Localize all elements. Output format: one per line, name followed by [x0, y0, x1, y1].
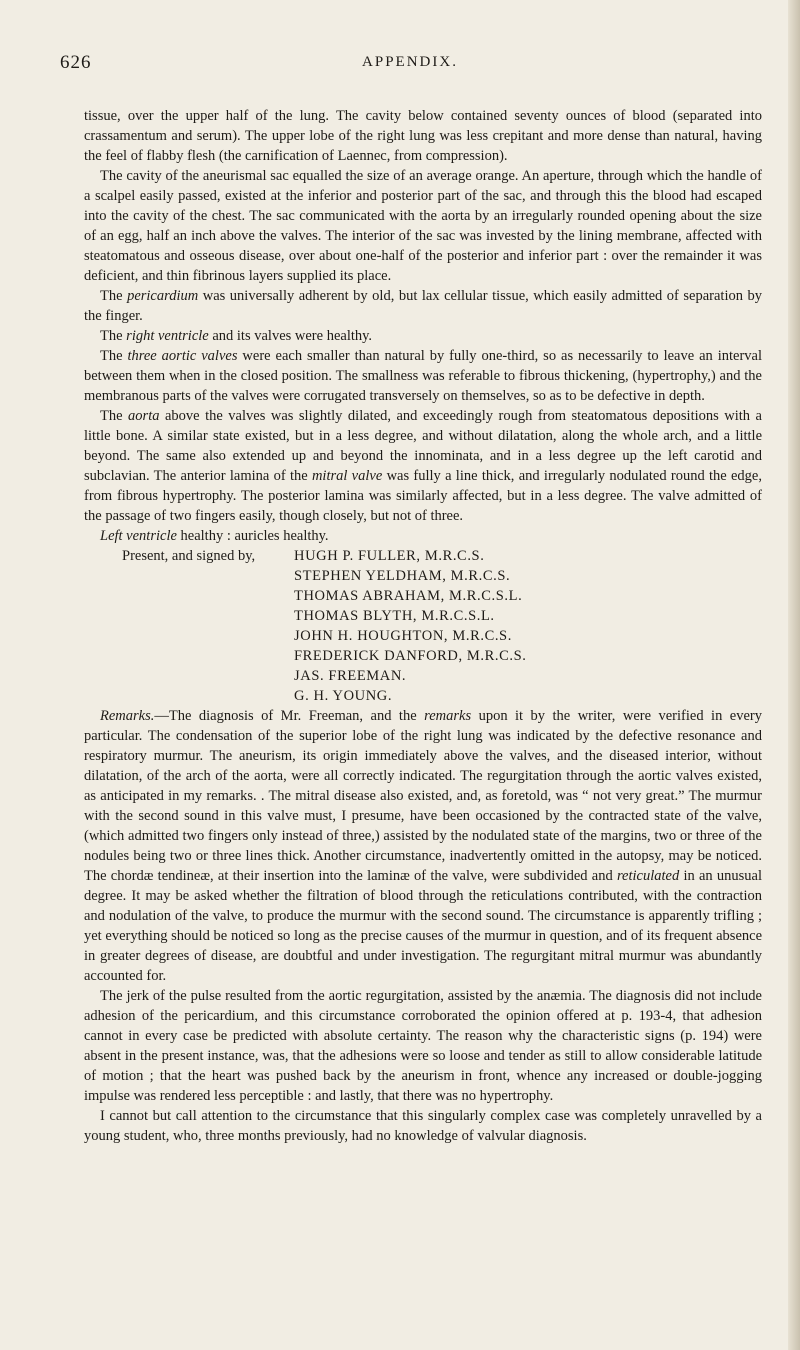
signature-intro-row	[84, 546, 762, 566]
paragraph-text: upon it by the writer, were verified in every particular. The condensation of the superior lobe of the right lung was indicated by the defective resonance and respiratory murmur. The aneurism, its origin immediately above the valves, and the diseased interior, without dilatation, of the arch of the aorta, were all correctly indicated. The regurgitation through the aortic valves existed, as anticipated in my remarks. . The mitral disease also existed, and, as foretold, was “ not very great.” The murmur with the second sound in this valve must, I presume, have been occasioned by the contracted state of the valve, (which admitted two fingers only instead of three,) assisted by the nodulated state of the margins, two or three of the nodules being two or three lines thick. Another circumstance, inadvertently omitted in the autopsy, may be noticed. The chordæ tendineæ, at their insertion into the laminæ of the valve, were subdivided and	[84, 708, 762, 884]
paragraph-text: I cannot but call attention to the circumstance that this singularly complex case was completely unravelled by a young student, who, three months previously, had no knowledge of valvular diagnosis.	[84, 1108, 762, 1144]
signatory-name: THOMAS BLYTH, M.R.C.S.L.	[294, 608, 495, 624]
paragraph-pulse	[84, 986, 762, 1106]
paragraph-lead: The	[100, 348, 128, 364]
page-edge-shadow	[788, 0, 800, 1350]
paragraph-right-ventricle	[84, 326, 762, 346]
term-mitral-valve: mitral valve	[311, 468, 383, 484]
signatory-name: HUGH P. FULLER, M.R.C.S.	[294, 548, 485, 564]
paragraph-left-ventricle	[84, 526, 762, 546]
paragraph-conclusion	[84, 1106, 762, 1146]
paragraph-text: above the valves was slightly dilated, and exceedingly rough from steatomatous depositions with a little bone. A similar state existed, but in a less degree, and without dilatation, along the whole arch, and a little beyond. The same also extended up and beyond the innominata, and in a less degree up the left carotid and subclavian. The anterior lamina of the	[84, 408, 762, 484]
paragraph-remarks	[84, 706, 762, 986]
signatory-name: STEPHEN YELDHAM, M.R.C.S.	[294, 568, 511, 584]
page-body	[84, 106, 762, 1146]
paragraph-aorta	[84, 406, 762, 526]
running-head: APPENDIX.	[362, 54, 458, 70]
paragraph-pericardium	[84, 286, 762, 326]
paragraph-text: tissue, over the upper half of the lung. The cavity below contained seventy ounces of blood (separated into crassamentum and serum). The upper lobe of the right lung was less crepitant and more dense than natural, having the feel of flabby flesh (the carnification of Laennec, from compression).	[84, 108, 762, 164]
paragraph-aortic-valves	[84, 346, 762, 406]
term-reticulated: reticulated	[616, 868, 680, 884]
signature-block	[84, 546, 762, 706]
term-remarks: remarks	[424, 708, 472, 724]
paragraph-lung	[84, 106, 762, 166]
paragraph-text: The cavity of the aneurismal sac equalled the size of an average orange. An aperture, through which the handle of a scalpel easily passed, existed at the inferior and posterior part of the sac, and through this the blood had escaped into the cavity of the chest. The sac communicated with the aorta by an irregularly rounded opening about the size of an egg, half an inch above the valves. The interior of the sac was invested by the lining membrane, affected with steatomatous and osseous disease, over about one-half of the posterior and inferior part : over the remainder it was deficient, and thin fibrinous layers supplied its place.	[84, 168, 762, 284]
signatory-name: G. H. YOUNG.	[294, 688, 393, 704]
term-right-ventricle: right ventricle	[126, 328, 209, 344]
paragraph-lead: The	[100, 408, 129, 424]
paragraph-text: in an unusual degree. It may be asked whether the filtration of blood through the reticulations contributed, with the contraction and nodulation of the valve, to produce the murmur with the second sound. The circumstance is apparently trifling ; yet everything should be noticed so long as the precise causes of the murmur in question, and of its frequent absence in greater degrees of disease, are doubtful and under investigation. The regurgitant mitral murmur was abundantly accounted for.	[84, 868, 762, 984]
term-left-ventricle: Left ventricle	[100, 528, 177, 544]
paragraph-text: were each smaller than natural by fully one-third, so as necessarily to leave an interval between them when in the closed position. The smallness was referable to fibrous thickening, (hypertrophy,) and the membranous parts of the valves were corrugated transversely on themselves, so as to be defective in depth.	[84, 348, 763, 404]
signature-intro: Present, and signed by,	[122, 548, 256, 564]
paragraph-lead: The	[100, 288, 128, 304]
paragraph-text: and its valves were healthy.	[208, 328, 373, 344]
signatory-name: JOHN H. HOUGHTON, M.R.C.S.	[294, 628, 512, 644]
page-number: 626	[60, 52, 92, 73]
paragraph-lead: The	[100, 328, 127, 344]
term-aorta: aorta	[128, 408, 160, 424]
term-aortic-valves: three aortic valves	[127, 348, 238, 364]
paragraph-text: was universally adherent by old, but lax cellular tissue, which easily admitted of separation by the finger.	[84, 288, 762, 324]
paragraph-text: healthy : auricles healthy.	[176, 528, 329, 544]
paragraph-aneurismal-sac	[84, 166, 762, 286]
paragraph-text: The jerk of the pulse resulted from the aortic regurgitation, assisted by the anæmia. The diagnosis did not include adhesion of the pericardium, and this circumstance corroborated the opinion offered at p. 193-4, that adhesion cannot in every case be predicted with absolute certainty. The reason why the characteristic signs (p. 194) were absent in the present instance, was, that the adhesions were so loose and tender as still to allow considerable latitude of motion ; that the heart was pushed back by the aneurism in front, whence any increased or double-jogging impulse was rendered less perceptible : and lastly, that there was no hypertrophy.	[84, 988, 762, 1104]
signatory-name: JAS. FREEMAN.	[294, 668, 407, 684]
paragraph-text: was fully a line thick, and irregularly nodulated round the edge, from fibrous hypertrophy. The posterior lamina was similarly affected, but in a less degree. The valve admitted of the passage of two fingers easily, though closely, but not of three.	[84, 468, 762, 524]
page-header	[60, 52, 760, 78]
signatory-name: THOMAS ABRAHAM, M.R.C.S.L.	[294, 588, 523, 604]
paragraph-text: —The diagnosis of Mr. Freeman, and the	[154, 708, 425, 724]
signatory-name: FREDERICK DANFORD, M.R.C.S.	[294, 648, 527, 664]
term-pericardium: pericardium	[127, 288, 199, 304]
remarks-label: Remarks.	[100, 708, 155, 724]
